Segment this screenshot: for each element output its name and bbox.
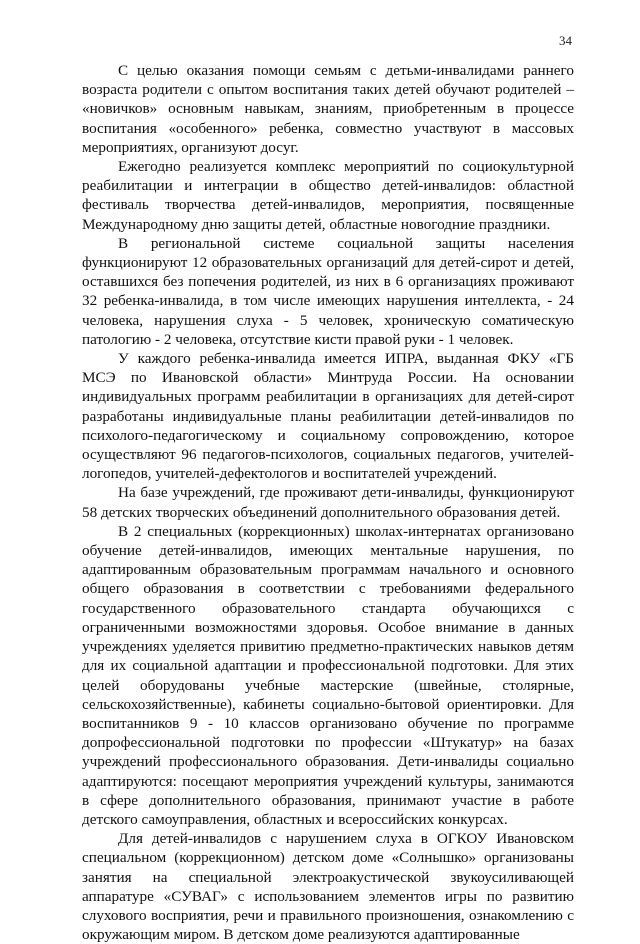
- paragraph-boarding-schools: В 2 специальных (коррекционных) школах-интернатах организовано обучение детей-инвалидов, имеющих ментальные нарушения, по адаптированным образовательным программам начального и основного общего образования в соответствии с требованиями федерального государственного образовательного стандарта обучающихся с ограниченными возможностями здоровья. Особое внимание в данных учреждениях уделяется привитию предметно-практических навыков детям для их социальной адаптации и профессиональной подготовки. Для этих целей оборудованы учебные мастерские (швейные, столярные, сельскохозяйственные), кабинеты социально-бытовой ориентировки. Для воспитанников 9 - 10 классов организовано обучение по программе допрофессиональной подготовки по профессии «Штукатур» на базах учреждений профессионального образования. Дети-инвалиды социально адаптируются: посещают мероприятия учреждений культуры, занимаются в сфере дополнительного образования, принимают участие в работе детского самоуправления, областных и всероссийских конкурсах.: [82, 522, 574, 828]
- paragraph-orphan-organizations: В региональной системе социальной защиты населения функционируют 12 образовательных организаций для детей-сирот и детей, оставшихся без попечения родителей, из них в 6 организациях проживают 32 ребенка-инвалида, в том числе имеющих нарушения интеллекта, - 24 человека, нарушения слуха - 5 человек, хроническую соматическую патологию - 2 человека, отсутствие кисти правой руки - 1 человек.: [82, 234, 574, 348]
- paragraph-ipra: У каждого ребенка-инвалида имеется ИПРА, выданная ФКУ «ГБ МСЭ по Ивановской области» Минтруда России. На основании индивидуальных программ реабилитации в организациях для детей-сирот разработаны индивидуальные планы реабилитации детей-инвалидов по психолого-педагогическому и социальному сопровождению, которое осуществляют 96 педагогов-психологов, социальных педагогов, учителей-логопедов, учителей-дефектологов и воспитателей учреждений.: [82, 350, 574, 483]
- paragraph-family-support: С целью оказания помощи семьям с детьми-инвалидами раннего возраста родители с опытом воспитания таких детей обучают родителей – «новичков» основным навыкам, знаниям, приобретенным в процессе воспитания «особенного» ребенка, совместно участвуют в массовых мероприятиях, организуют досуг.: [82, 62, 574, 156]
- page-number: 34: [559, 33, 572, 48]
- paragraph-creative-groups: На базе учреждений, где проживают дети-инвалиды, функционируют 58 детских творческих объединений дополнительного образования детей.: [82, 484, 574, 521]
- paragraph-sociocultural-events: Ежегодно реализуется комплекс мероприятий по социокультурной реабилитации и интеграции в общество детей-инвалидов: областной фестиваль творчества детей-инвалидов, мероприятия, посвященные Международному дню защиты детей, областные новогодние праздники.: [82, 158, 574, 233]
- paragraph-hearing-impaired: Для детей-инвалидов с нарушением слуха в ОГКОУ Ивановском специальном (коррекционном) детском доме «Солнышко» организованы занятия на специальной электроакустической звукоусиливающей аппаратуре «СУВАГ» с использованием элементов игры по развитию слухового восприятия, речи и правильного произношения, ознакомлению с окружающим миром. В детском доме реализуются адаптированные: [82, 830, 574, 944]
- body-text: [82, 61, 574, 944]
